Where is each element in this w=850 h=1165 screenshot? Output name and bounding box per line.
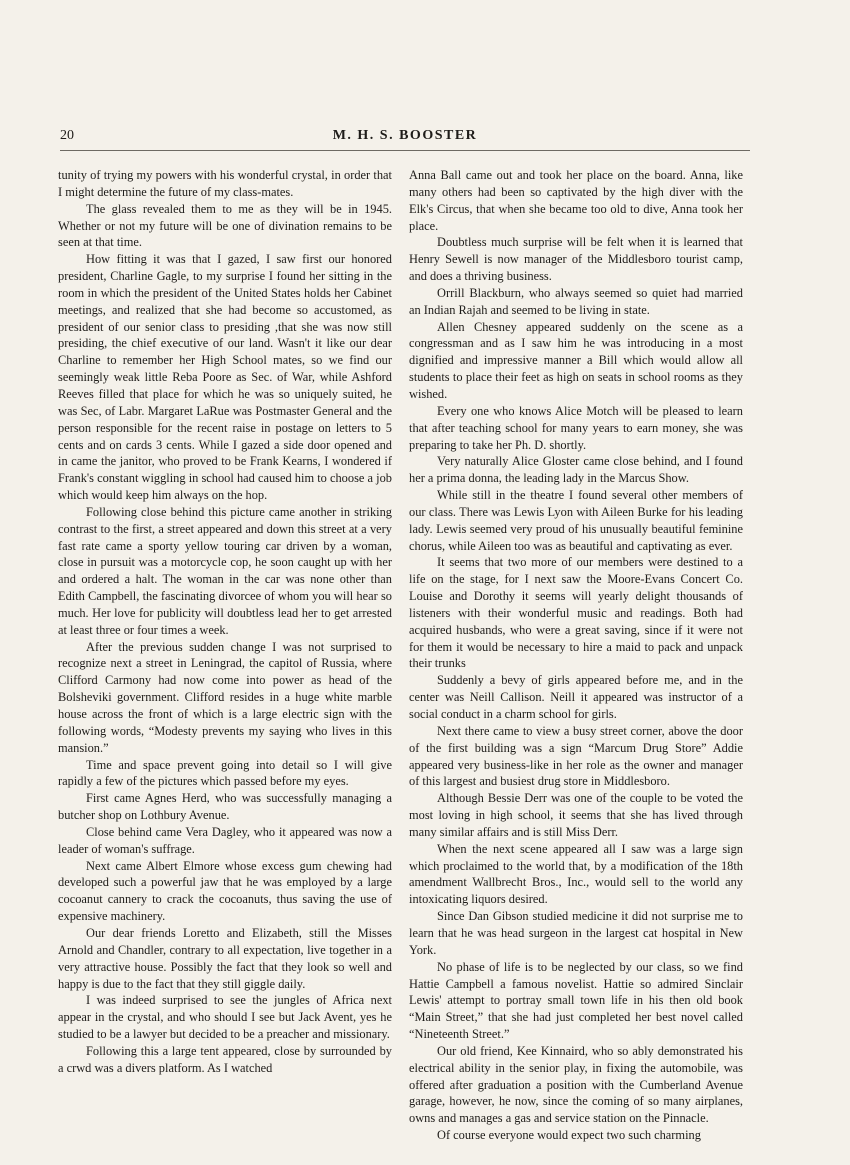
paragraph: When the next scene appeared all I saw was a large sign which proclaimed to the world that, by a modification of the 18th amendment Wallbrecht Bros., Inc., would sell to the world any intoxicating liquors desired. [409,841,743,907]
paragraph: It seems that two more of our members were destined to a life on the stage, for I next saw the Moore-Evans Concert Co. Louise and Dorothy it seems will yearly delight thousands of listeners with their wonderful music and readings. Both had acquired husbands, who were a great saving, since if it were not for them it would be necessary to hire a maid to pack and unpack their trunks [409,555,743,671]
paragraph: Our old friend, Kee Kinnaird, who so ably demonstrated his electrical ability in the senior play, in fixing the automobile, was offered after graduation a position with the Cumberland Avenue garage, however, he now, since the coming of so many airplanes, owns and manages a gas and service station on the Pinnacle. [409,1043,743,1126]
paragraph: While still in the theatre I found several other members of our class. There was Lewis Lyon with Aileen Burke for his leading lady. Lewis seemed very proud of his unusually beautiful feminine chorus, while Aileen too was as beautiful and captivating as ever. [409,488,743,553]
paragraph: tunity of trying my powers with his wonderful crystal, in order that I might determine the future of my class-mates. [58,168,392,199]
paragraph: Following this a large tent appeared, close by surrounded by a crwd was a divers platform. As I watched [58,1043,392,1075]
page-header [60,128,750,150]
paragraph: Suddenly a bevy of girls appeared before me, and in the center was Neill Callison. Neill it appeared was instructor of a social conduct in a charm school for girls. [409,673,743,721]
paragraph: Although Bessie Derr was one of the couple to be voted the most loving in high school, it seems that she has lived through many similar affairs and is still Miss Derr. [409,791,743,839]
paragraph: The glass revealed them to me as they will be in 1945. Whether or not my future will be one of divination remains to be seen at that time. [58,201,392,250]
paragraph: Orrill Blackburn, who always seemed so quiet had married an Indian Rajah and seemed to be living in state. [409,285,743,317]
paragraph: Of course everyone would expect two such charming [437,1128,701,1143]
paragraph: Close behind came Vera Dagley, who it appeared was now a leader of woman's suffrage. [58,824,392,856]
paragraph: Time and space prevent going into detail so I will give rapidly a few of the pictures which passed before my eyes. [58,757,392,789]
paragraph: First came Agnes Herd, who was successfully managing a butcher shop on Lothbury Avenue. [58,791,392,823]
left-column [58,167,392,1077]
paragraph: Very naturally Alice Gloster came close behind, and I found her a prima donna, the leading lady in the Marcus Show. [409,454,743,486]
paragraph: Anna Ball came out and took her place on the board. Anna, like many others had been so captivated by the high diver with the Elk's Circus, that when she became too old to dive, Anna took her place. [409,168,743,233]
right-column [409,167,743,1144]
paragraph: Our dear friends Loretto and Elizabeth, still the Misses Arnold and Chandler, contrary to all expectation, live together in a very attractive house. Possibly the fact that they look so well and happy is due to the fact that they still giggle daily. [58,925,392,991]
paragraph: I was indeed surprised to see the jungles of Africa next appear in the crystal, and who should I see but Jack Avent, yes he studied to be a lawyer but decided to be a preacher and missionary. [58,993,392,1042]
paragraph: Allen Chesney appeared suddenly on the scene as a congressman and as I saw him he was introducing in a most dignified and impressive manner a Bill which would allow all students to place their feet as high on seats in school rooms as they wished. [409,319,743,401]
paragraph: No phase of life is to be neglected by our class, so we find Hattie Campbell a famous novelist. Hattie so admired Sinclair Lewis' attempt to portray small town life in his then old book “Main Street,” that she had just completed her best novel called “Nineteenth Street.” [409,959,743,1042]
paragraph: After the previous sudden change I was not surprised to recognize next a street in Leningrad, the capitol of Russia, where Clifford Carmony had now come into power as head of the Bolsheviki government. Clifford resides in a huge white marble house across the front of which is a large electric sign with the following words, “Modesty prevents my saying who lives in this mansion.” [58,639,392,755]
paragraph: Doubtless much surprise will be felt when it is learned that Henry Sewell is now manager of the Middlesboro tourist camp, and does a thriving business. [409,235,743,284]
paragraph: Following close behind this picture came another in striking contrast to the first, a street appeared and down this street at a very fast rate came a sporty yellow touring car driven by a woman, close in pursuit was a motorcycle cop, he soon caught up with her and ordered a halt. The woman in the car was none other than Edith Campbell, the fascinating divorcee of whom you will hear so much. Her love for publicity will doubtless lead her to get arrested at least three or four times a week. [58,504,392,637]
paragraph: Every one who knows Alice Motch will be pleased to learn that after teaching school for many years to earn money, she was preparing to take her Ph. D. shortly. [409,403,743,452]
paragraph: How fitting it was that I gazed, I saw first our honored president, Charline Gagle, to my surprise I found her sitting in the room in which the president of the United States holds her Cabinet meetings, and realized that she had become so accustomed, as president of our senior class to presiding ,that she was now still presiding, the chief executive of our land. Wasn't it like our dear Charline to remember her High School mates, so we find our seemingly weak little Reba Poore as Sec. of War, while Ashford Reeves filled that place for which he was so uniquely suited, he was Sec, of Labr. Margaret LaRue was Postmaster General and the person responsible for the recent raise in postage on letters to 5 cents and on cards 3 cents. While I gazed a side door opened and in came the janitor, who proved to be Frank Kearns, I wondered if Frank's constant wiggling in school had caused him to choose a job which would keep him always on the hop. [58,252,392,503]
paragraph: Next came Albert Elmore whose excess gum chewing had developed such a powerful jaw that he was employed by a large cocoanut cannery to crack the cocoanuts, thus saving the use of expensive machinery. [58,858,392,924]
paragraph: Since Dan Gibson studied medicine it did not surprise me to learn that he was head surgeon in the largest cat hospital in New York. [409,909,743,957]
header-rule [60,150,750,151]
page-number: 20 [60,128,74,143]
paragraph: Next there came to view a busy street corner, above the door of the first building was a sign “Marcum Drug Store” Addie appeared very business-like in her role as the owner and manager of this largest and busiest drug store in Middlesboro. [409,723,743,789]
publication-title: M. H. S. BOOSTER [332,128,478,143]
